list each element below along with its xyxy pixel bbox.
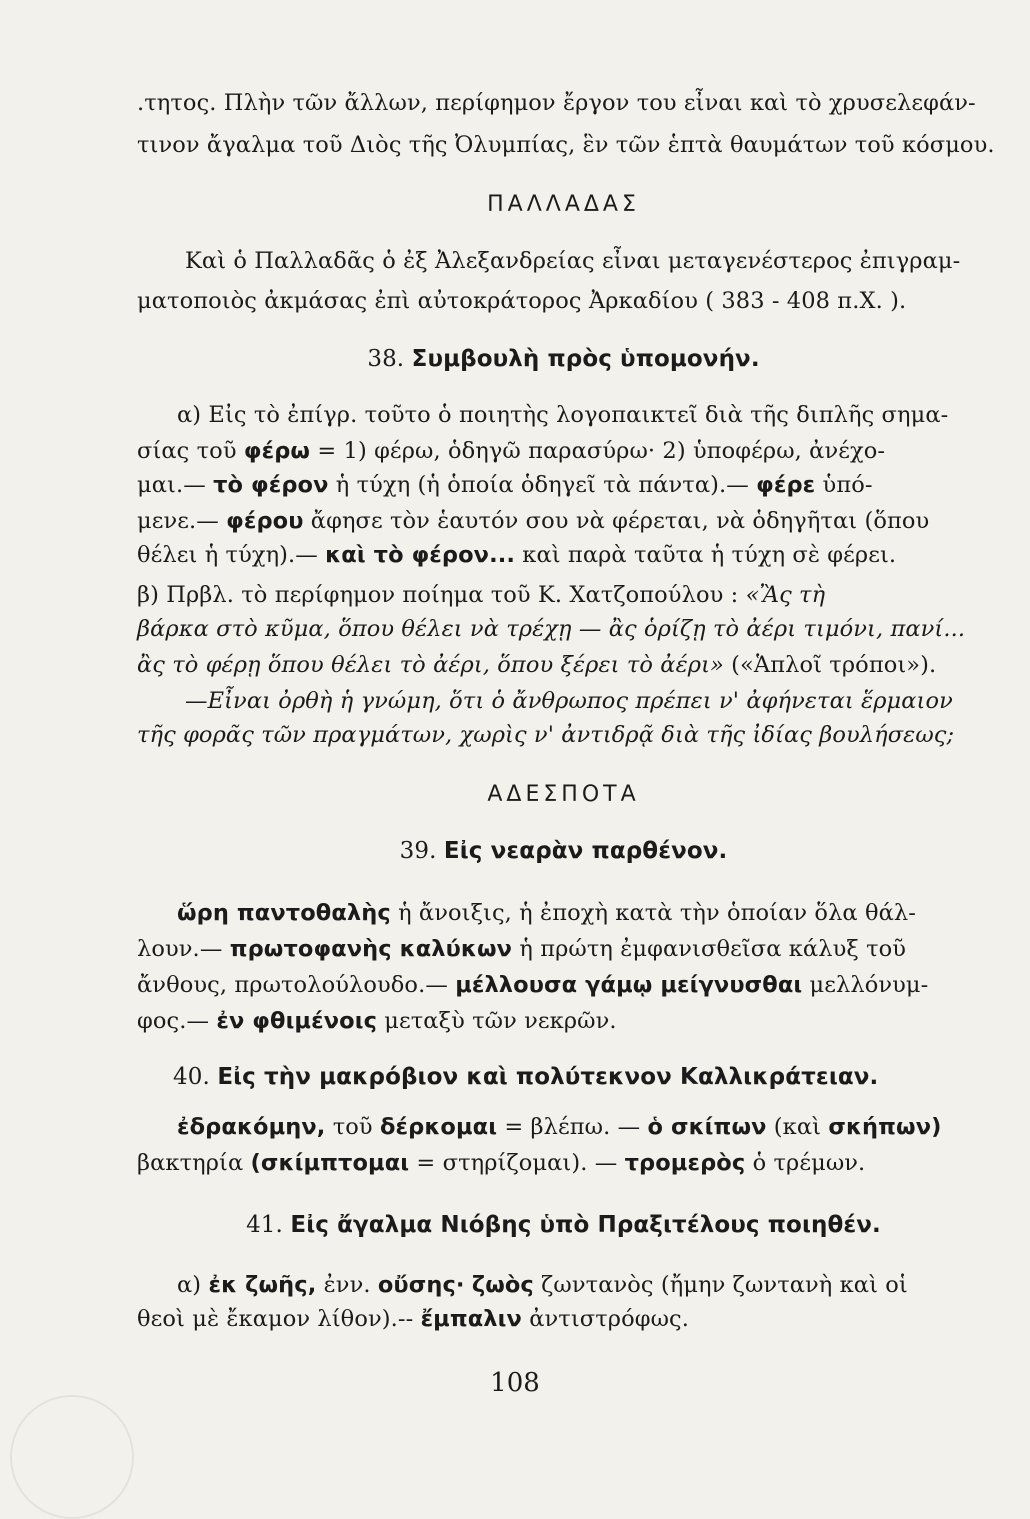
text-line: β) Πρβλ. τὸ περίφημον ποίημα τοῦ Κ. Χατζοπούλου : «Ἂς τὴ: [137, 582, 826, 608]
text-line: λουν.— πρωτοφανὴς καλύκων ἡ πρώτη ἐμφανισθεῖσα κάλυξ τοῦ: [137, 936, 907, 962]
text-line: .τητος. Πλὴν τῶν ἄλλων, περίφημον ἔργον του εἶναι καὶ τὸ χρυσελεφάν-: [137, 90, 976, 116]
section-heading: ΑΔΕΣΠΟΤΑ: [487, 782, 640, 807]
text-line: βάρκα στὸ κῦμα, ὅπου θέλει νὰ τρέχῃ — ἂς ὁρίζῃ τὸ ἀέρι τιμόνι, πανί...: [137, 616, 966, 642]
text-line: ὥρη παντοθαλὴς ἡ ἄνοιξις, ἡ ἐποχὴ κατὰ τὴν ὁποίαν ὅλα θάλ-: [177, 900, 916, 926]
text-line: Καὶ ὁ Παλλαδᾶς ὁ ἐξ Ἀλεξανδρείας εἶναι μεταγενέστερος ἐπιγραμ-: [185, 248, 961, 274]
text-line: ἐδρακόμην, τοῦ δέρκομαι = βλέπω. — ὁ σκίπων (καὶ σκήπων): [177, 1114, 942, 1140]
text-line: ἄνθους, πρωτολούλουδο.— μέλλουσα γάμῳ μείγνυσθαι μελλόνυμ-: [137, 972, 929, 998]
text-line: τῆς φορᾶς τῶν πραγμάτων, χωρὶς ν' ἀντιδρᾷ διὰ τῆς ἰδίας βουλήσεως;: [137, 722, 955, 748]
text-line: α) ἐκ ζωῆς, ἐνν. οὔσης· ζωὸς ζωντανὸς (ἤμην ζωντανὴ καὶ οἱ: [177, 1272, 908, 1298]
text-line: θεοὶ μὲ ἔκαμον λίθον).-- ἔμπαλιν ἀντιστρόφως.: [137, 1306, 689, 1332]
item-title: 41. Εἰς ἄγαλμα Νιόβης ὑπὸ Πραξιτέλους ποιηθέν.: [246, 1212, 881, 1238]
item-title: 38. Συμβουλὴ πρὸς ὑπομονήν.: [367, 346, 760, 372]
text-line: βακτηρία (σκίμπτομαι = στηρίζομαι). — τρομερὸς ὁ τρέμων.: [137, 1150, 866, 1176]
text-line: σίας τοῦ φέρω = 1) φέρω, ὁδηγῶ παρασύρω· 2) ὑποφέρω, ἀνέχο-: [137, 438, 886, 464]
text-line: ματοποιὸς ἀκμάσας ἐπὶ αὐτοκράτορος Ἀρκαδίου ( 383 - 408 π.Χ. ).: [137, 288, 907, 314]
text-line: ἂς τὸ φέρῃ ὅπου θέλει τὸ ἀέρι, ὅπου ξέρει τὸ ἀέρι» («Ἁπλοῖ τρόποι»).: [137, 652, 937, 678]
section-heading: ΠΑΛΛΑΔΑΣ: [487, 192, 640, 217]
text-line: μενε.— φέρου ἄφησε τὸν ἑαυτόν σου νὰ φέρεται, νὰ ὁδηγῆται (ὅπου: [137, 508, 930, 534]
item-title: 39. Εἰς νεαρὰν παρθένον.: [399, 838, 728, 864]
library-stamp: [10, 1395, 134, 1519]
text-line: θέλει ἡ τύχη).— καὶ τὸ φέρον... καὶ παρὰ ταῦτα ἡ τύχη σὲ φέρει.: [137, 542, 897, 568]
text-line: φος.— ἐν φθιμένοις μεταξὺ τῶν νεκρῶν.: [137, 1008, 617, 1034]
text-line: μαι.— τὸ φέρον ἡ τύχη (ἡ ὁποία ὁδηγεῖ τὰ πάντα).— φέρε ὑπό-: [137, 472, 873, 498]
page-number: 108: [490, 1368, 540, 1398]
text-line: —Εἶναι ὀρθὴ ἡ γνώμη, ὅτι ὁ ἄνθρωπος πρέπει ν' ἀφήνεται ἕρμαιον: [185, 688, 953, 714]
text-line: τινον ἄγαλμα τοῦ Διὸς τῆς Ὀλυμπίας, ἓν τῶν ἑπτὰ θαυμάτων τοῦ κόσμου.: [137, 132, 995, 158]
item-title: 40. Εἰς τὴν μακρόβιον καὶ πολύτεκνον Καλλικράτειαν.: [173, 1064, 879, 1090]
text-line: α) Εἰς τὸ ἐπίγρ. τοῦτο ὁ ποιητὴς λογοπαικτεῖ διὰ τῆς διπλῆς σημα-: [177, 402, 949, 428]
